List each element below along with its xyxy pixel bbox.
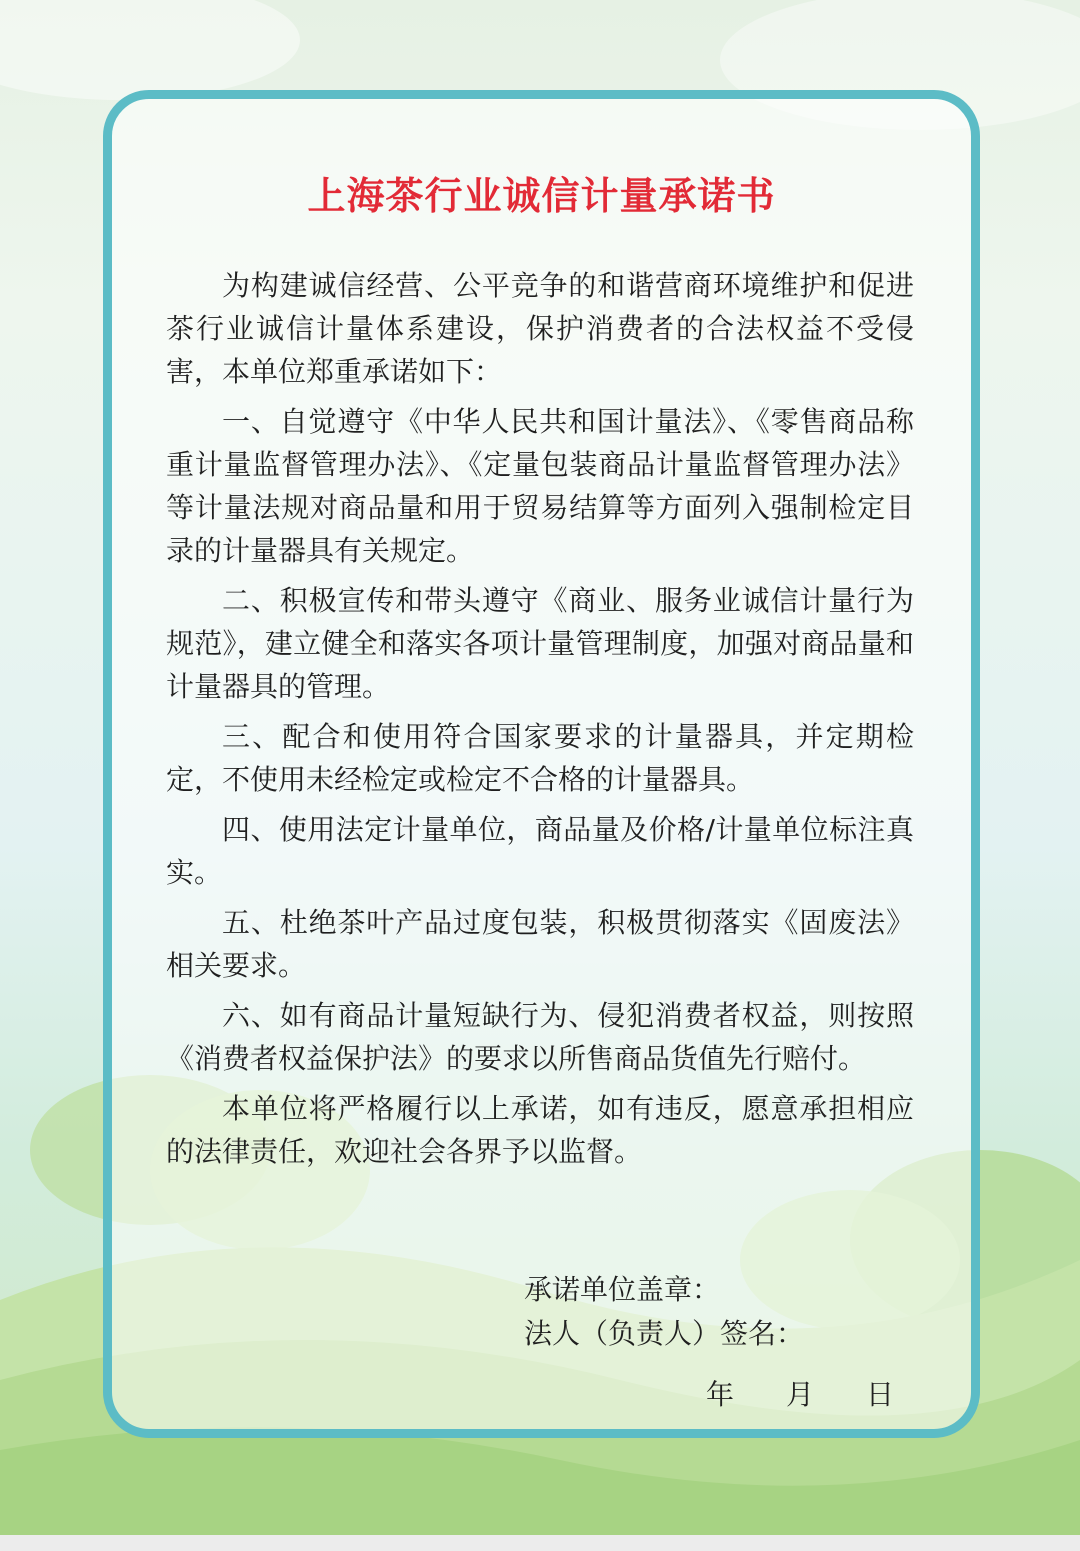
commitment-body bbox=[166, 264, 914, 1180]
year-label: 年 bbox=[706, 1378, 735, 1411]
day-label: 日 bbox=[866, 1378, 895, 1411]
commitment-item-3: 三、配合和使用符合国家要求的计量器具，并定期检定，不使用未经检定或检定不合格的计量器具。 bbox=[166, 720, 914, 796]
page-title: 上海茶行业诚信计量承诺书 bbox=[307, 174, 776, 218]
signer-label: 法人（负责人）签名： bbox=[524, 1317, 805, 1350]
commitment-item-2: 二、积极宣传和带头遵守《商业、服务业诚信计量行为规范》，建立健全和落实各项计量管理制度，加强对商品量和计量器具的管理。 bbox=[166, 584, 914, 703]
commitment-item-4: 四、使用法定计量单位，商品量及价格/计量单位标注真实。 bbox=[166, 813, 914, 889]
closing-paragraph: 本单位将严格履行以上承诺，如有违反，愿意承担相应的法律责任，欢迎社会各界予以监督。 bbox=[166, 1092, 914, 1168]
commitment-item-1: 一、自觉遵守《中华人民共和国计量法》、《零售商品称重计量监督管理办法》、《定量包装商品计量监督管理办法》等计量法规对商品量和用于贸易结算等方面列入强制检定目录的计量器具有关规定。 bbox=[166, 405, 914, 567]
bottom-strip bbox=[0, 1535, 1080, 1551]
signature-block bbox=[524, 1268, 804, 1356]
intro-paragraph: 为构建诚信经营、公平竞争的和谐营商环境维护和促进茶行业诚信计量体系建设，保护消费者的合法权益不受侵害，本单位郑重承诺如下： bbox=[166, 269, 914, 388]
commitment-item-5: 五、杜绝茶叶产品过度包装，积极贯彻落实《固废法》相关要求。 bbox=[166, 906, 914, 982]
commitment-item-6: 六、如有商品计量短缺行为、侵犯消费者权益，则按照《消费者权益保护法》的要求以所售商品货值先行赔付。 bbox=[166, 999, 914, 1075]
month-label: 月 bbox=[786, 1378, 815, 1411]
date-line bbox=[706, 1373, 894, 1417]
seal-label: 承诺单位盖章： bbox=[524, 1273, 721, 1306]
